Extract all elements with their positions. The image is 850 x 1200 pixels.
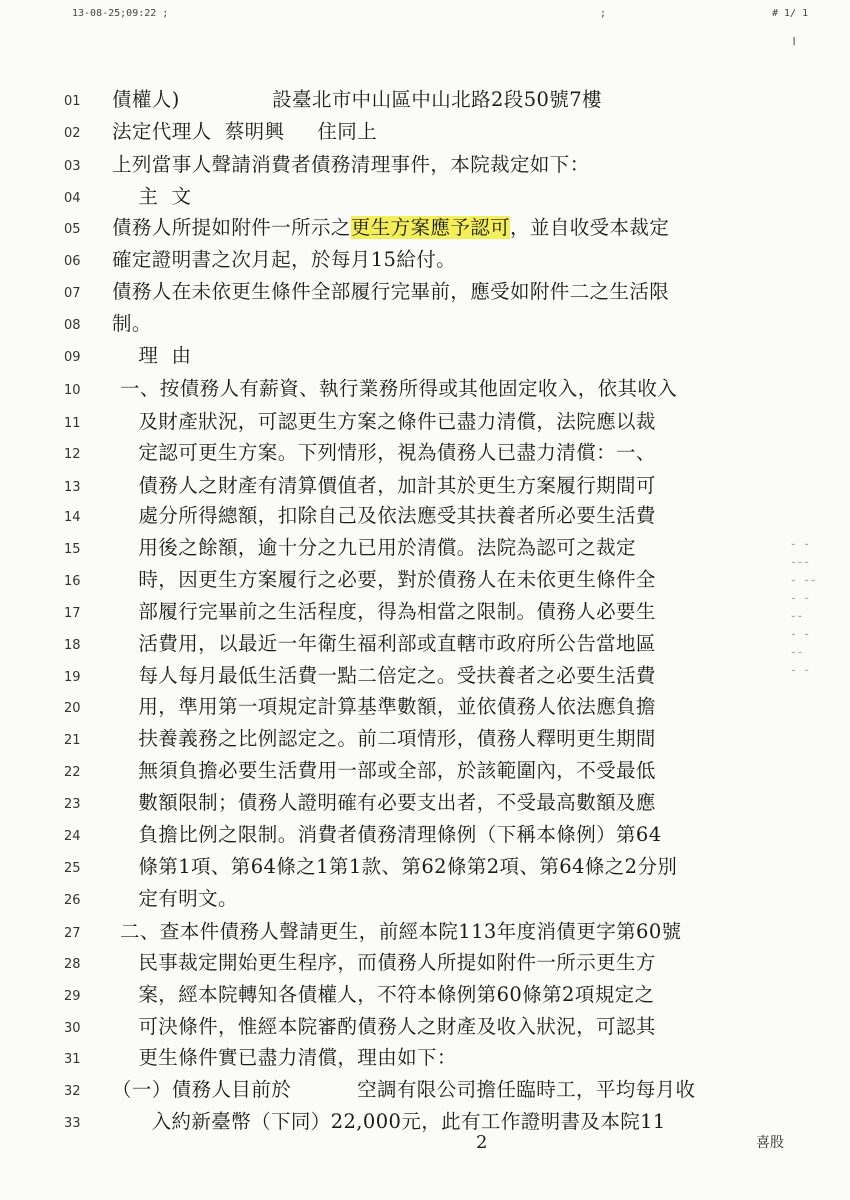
document-line: 法定代理人 蔡明興 住同上 — [112, 120, 378, 143]
line-segment: ，並自收受本裁定 — [510, 216, 670, 239]
fax-page-info: # 1/ 1 — [772, 8, 809, 19]
line-number: 19 — [64, 670, 81, 685]
document-line — [112, 1078, 695, 1102]
line-number: 03 — [64, 159, 81, 174]
line-number: 18 — [64, 638, 81, 653]
fax-header — [0, 6, 850, 22]
document-line: 入約新臺幣（下同）22,000元，此有工作證明書及本院11 — [112, 1110, 666, 1133]
line-number: 16 — [64, 574, 81, 589]
line-number: 27 — [64, 926, 81, 941]
highlighted-text: 更生方案應予認可 — [350, 216, 511, 239]
line-number: 30 — [64, 1021, 81, 1036]
line-number: 32 — [64, 1084, 81, 1099]
document-line: 活費用，以最近一年衛生福利部或直轄市政府所公告當地區 — [112, 632, 656, 655]
fax-timestamp: 13-08-25;09:22 ; — [72, 8, 169, 19]
line-number: 06 — [64, 254, 81, 269]
document-line: 處分所得總額，扣除自己及依法應受其扶養者所必要生活費 — [112, 504, 656, 527]
document-line: 債務人在未依更生條件全部履行完畢前，應受如附件二之生活限 — [112, 280, 670, 303]
document-line: 債務人之財產有清算價值者，加計其於更生方案履行期間可 — [112, 474, 656, 497]
line-number: 10 — [64, 383, 81, 398]
line-number: 28 — [64, 957, 81, 972]
document-line: 數額限制；債務人證明確有必要支出者，不受最高數額及應 — [112, 791, 656, 814]
line-number: 26 — [64, 893, 81, 908]
document-line: 可決條件，惟經本院審酌債務人之財產及收入狀況，可認其 — [112, 1015, 656, 1038]
document-line: 部履行完畢前之生活程度，得為相當之限制。債務人必要生 — [112, 600, 656, 623]
line-number: 13 — [64, 480, 81, 495]
line-number: 17 — [64, 606, 81, 621]
line-number: 11 — [64, 416, 81, 431]
document-line: 扶養義務之比例認定之。前二項情形，債務人釋明更生期間 — [112, 727, 656, 750]
document-line: 用後之餘額，逾十分之九已用於清償。法院為認可之裁定 — [112, 536, 636, 559]
line-number: 31 — [64, 1052, 81, 1067]
line-number: 08 — [64, 318, 81, 333]
document-line: 債權人) 設臺北市中山區中山北路2段50號7樓 — [112, 88, 602, 111]
line-number: 01 — [64, 94, 81, 109]
line-number: 33 — [64, 1116, 81, 1131]
line-number: 24 — [64, 829, 81, 844]
document-line: 負擔比例之限制。消費者債務清理條例（下稱本條例）第64 — [112, 823, 662, 846]
document-line: 定認可更生方案。下列情形，視為債務人已盡力清償：一、 — [112, 441, 656, 464]
scan-mark: ╵ — [790, 38, 799, 54]
document-line: 用，準用第一項規定計算基準數額，並依債務人依法應負擔 — [112, 695, 656, 718]
document-line: 每人每月最低生活費一點二倍定之。受扶養者之必要生活費 — [112, 664, 656, 687]
document-line: 主 文 — [112, 185, 192, 208]
document-line: 理 由 — [112, 344, 192, 367]
line-number: 22 — [64, 765, 81, 780]
line-number: 20 — [64, 701, 81, 716]
line-segment: 債務人所提如附件一所示之 — [112, 216, 351, 239]
document-line: 條第1項、第64條之1第1款、第62條第2項、第64條之2分別 — [112, 855, 678, 878]
document-line: 及財產狀況，可認更生方案之條件已盡力清償，法院應以裁 — [112, 410, 656, 433]
document-line: 案，經本院轉知各債權人，不符本條例第60條第2項規定之 — [112, 983, 655, 1006]
document-line: 時，因更生方案履行之必要，對於債務人在未依更生條件全 — [112, 568, 656, 591]
document-line: 民事裁定開始更生程序，而債務人所提如附件一所示更生方 — [112, 951, 656, 974]
fax-separator: ; — [600, 8, 607, 19]
line-number: 29 — [64, 989, 81, 1004]
document-line: 制。 — [112, 312, 152, 335]
document-line: 二、查本件債務人聲請更生，前經本院113年度消債更字第60號 — [120, 920, 682, 943]
line-number: 23 — [64, 797, 81, 812]
document-line: 無須負擔必要生活費用一部或全部，於該範圍內，不受最低 — [112, 759, 656, 782]
document-line: 一、按債務人有薪資、執行業務所得或其他固定收入，依其收入 — [120, 377, 678, 400]
document-line: 上列當事人聲請消費者債務清理事件，本院裁定如下： — [112, 153, 590, 176]
line-number: 25 — [64, 861, 81, 876]
document-line: 確定證明書之次月起，於每月15給付。 — [112, 248, 457, 271]
page-number: 2 — [476, 1132, 488, 1153]
line-number: 12 — [64, 447, 81, 462]
document-line — [112, 216, 669, 240]
binding-holes: ˘ ˘ ˘˘˘ ˘ ˘˘ ˘ ˘ ˘˘ ˘ ˘ ˘˘ ˘ ˘ — [790, 542, 817, 681]
line-number: 15 — [64, 542, 81, 557]
document-line: 更生條件實已盡力清償，理由如下： — [112, 1046, 457, 1069]
line-number: 04 — [64, 191, 81, 206]
line-number: 21 — [64, 733, 81, 748]
line-number: 02 — [64, 126, 81, 141]
division-mark: 喜股 — [756, 1135, 784, 1151]
line-segment: 空調有限公司擔任臨時工，平均每月收 — [357, 1078, 696, 1101]
line-number: 07 — [64, 286, 81, 301]
line-number: 09 — [64, 350, 81, 365]
line-number: 05 — [64, 222, 81, 237]
line-segment: （一）債務人目前於 — [112, 1078, 292, 1101]
line-number: 14 — [64, 510, 81, 525]
document-line: 定有明文。 — [112, 887, 238, 910]
